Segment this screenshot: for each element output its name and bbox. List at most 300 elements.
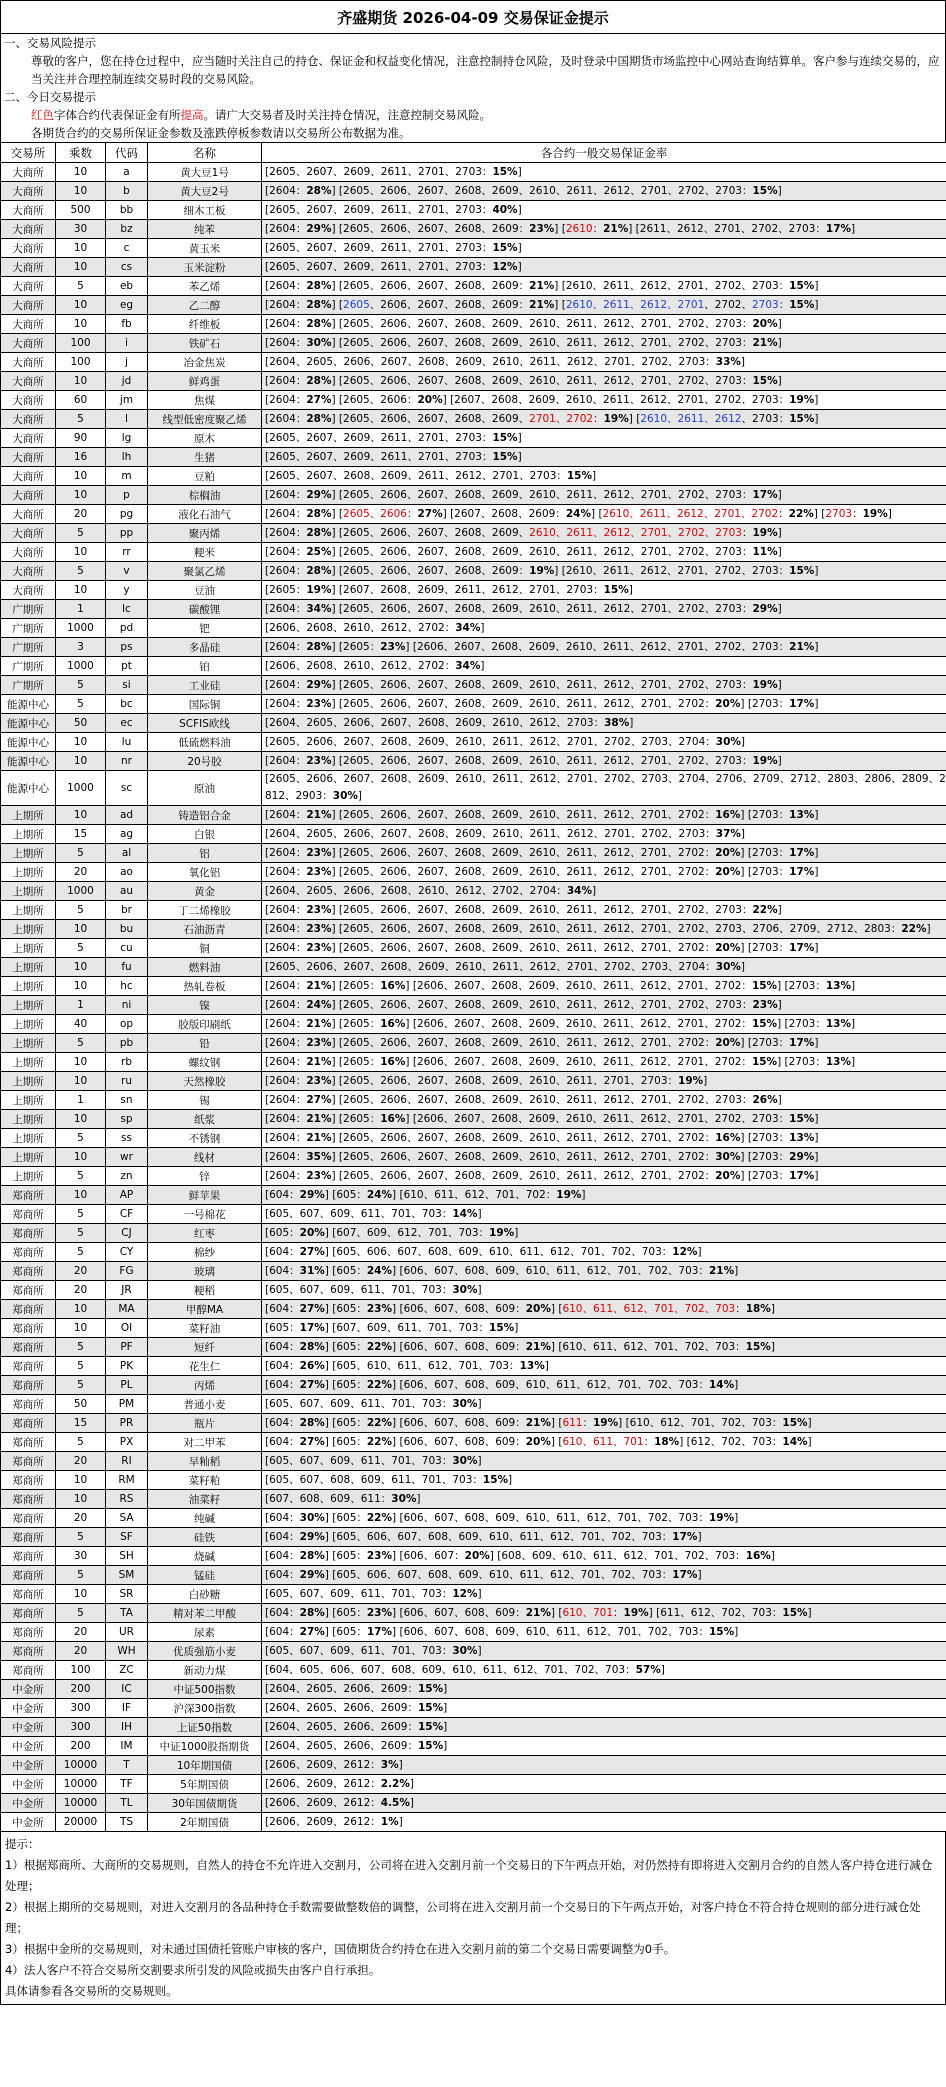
- margin-group: [332, 1322, 518, 1334]
- margin-rate-cell: [262, 1794, 946, 1813]
- contract-months: ]: [814, 1169, 819, 1182]
- margin-rate-value: 34%: [455, 659, 481, 672]
- table-row: [1, 844, 946, 863]
- code-cell: bu: [106, 920, 148, 939]
- margin-rate-cell: [262, 752, 946, 771]
- contract-months: ：: [582, 1416, 593, 1429]
- margin-group: [785, 980, 856, 992]
- exchange-cell: 郑商所: [1, 1566, 56, 1585]
- exchange-cell: 郑商所: [1, 1433, 56, 1452]
- margin-rate-cell: [262, 996, 946, 1015]
- contract-months: [2605、2607、2609、2611、2701、2703：: [265, 165, 493, 178]
- contract-months: [2605、2606、2607、2608、2609、2610、2611、2612、2701、2702、2703、2704：: [265, 960, 716, 973]
- table-row: [1, 958, 946, 977]
- exchange-cell: 上期所: [1, 1015, 56, 1034]
- multiplier-cell: 5: [56, 939, 106, 958]
- multiplier-cell: 5: [56, 1034, 106, 1053]
- exchange-cell: 大商所: [1, 429, 56, 448]
- margin-rate-value: 34%: [566, 884, 593, 897]
- multiplier-cell: 5: [56, 1205, 106, 1224]
- margin-rate-value: 2.2%: [380, 1777, 410, 1790]
- contract-months: [2605、2607、2609、2611、2701、2703：: [265, 241, 493, 254]
- contract-months: ]: [443, 1739, 448, 1752]
- multiplier-cell: 30: [56, 220, 106, 239]
- margin-group: [332, 1303, 396, 1315]
- margin-group: [265, 1018, 336, 1030]
- contract-months: ]: [740, 735, 746, 748]
- code-cell: jd: [106, 372, 148, 391]
- margin-rate-value: 15%: [417, 1701, 444, 1714]
- code-cell: IC: [106, 1680, 148, 1699]
- code-cell: c: [106, 239, 148, 258]
- table-row: [1, 1775, 946, 1794]
- margin-group: [265, 261, 522, 273]
- margin-group: [399, 1626, 738, 1638]
- name-cell: 纯碱: [148, 1509, 262, 1528]
- contract-months: ]: [324, 1226, 329, 1239]
- table-row: [1, 1604, 946, 1623]
- contract-months: ]: [740, 865, 745, 878]
- margin-rate-cell: [262, 619, 946, 638]
- contract-months: [2604、2605、2606、2609：: [265, 1682, 418, 1695]
- margin-rate-value: 29%: [306, 678, 332, 691]
- exchange-cell: 大商所: [1, 277, 56, 296]
- contract-months: ]: [550, 1340, 555, 1353]
- margin-rate-value: 14%: [452, 1207, 478, 1220]
- contract-months: [610、611、612、701、702、703：: [558, 1340, 746, 1353]
- code-cell: b: [106, 182, 148, 201]
- contract-months: [2605、2606、2607、2608、2609、2610、2611、2612、2701、2702、2703：: [338, 545, 753, 558]
- exchange-cell: 大商所: [1, 163, 56, 182]
- margin-group: [265, 1531, 329, 1543]
- table-row: [1, 429, 946, 448]
- margin-rate-value: 19%: [603, 412, 629, 425]
- contract-months: [2605、2606、2607、2608、2609、2610、2611、2612、2701、2702、2703：: [338, 317, 753, 330]
- table-row: [1, 1661, 946, 1680]
- contract-months: ]: [477, 1587, 482, 1600]
- name-cell: 上证50指数: [148, 1718, 262, 1737]
- contract-months: ]: [734, 1378, 739, 1391]
- contract-months: ]: [331, 298, 336, 311]
- multiplier-cell: 5: [56, 277, 106, 296]
- contract-months: ]: [814, 697, 819, 710]
- contract-months: [604：: [265, 1606, 300, 1619]
- name-cell: 普通小麦: [148, 1395, 262, 1414]
- contract-months: [2604：: [265, 678, 307, 691]
- exchange-cell: 上期所: [1, 806, 56, 825]
- margin-group: [265, 660, 484, 672]
- margin-rate-value: 19%: [592, 1416, 619, 1429]
- contract-months: ：: [643, 1435, 655, 1448]
- contract-months: ]: [550, 1435, 555, 1448]
- margin-rate-value: 15%: [417, 1682, 444, 1695]
- margin-rate-value: 57%: [635, 1663, 661, 1676]
- name-cell: 硅铁: [148, 1528, 262, 1547]
- margin-group: [265, 337, 336, 349]
- today-heading: 二、今日交易提示: [4, 90, 96, 104]
- contract-months: 2605、2606: [343, 507, 407, 520]
- contract-months: [2604：: [265, 922, 307, 935]
- margin-group: [339, 1151, 745, 1163]
- contract-months: ]: [331, 488, 336, 501]
- multiplier-cell: 30: [56, 1547, 106, 1566]
- contract-months: [607、609、611、701、703：: [332, 1321, 490, 1334]
- exchange-cell: 上期所: [1, 958, 56, 977]
- exchange-cell: 大商所: [1, 182, 56, 201]
- margin-group: [339, 584, 633, 596]
- margin-rate-cell: [262, 1623, 946, 1642]
- margin-rate-value: 22%: [366, 1416, 393, 1429]
- table-row: [1, 1737, 946, 1756]
- margin-rate-cell: [262, 1224, 946, 1243]
- margin-group: [265, 1284, 482, 1296]
- contract-months: ]: [324, 1264, 329, 1277]
- margin-rate-value: 15%: [417, 1720, 444, 1733]
- margin-group: [265, 527, 336, 539]
- margin-rate-value: 21%: [525, 1606, 551, 1619]
- code-cell: wr: [106, 1148, 148, 1167]
- margin-group: [265, 1493, 421, 1505]
- contract-months: [605：: [265, 1226, 300, 1239]
- contract-months: ]: [777, 903, 782, 916]
- code-cell: UR: [106, 1623, 148, 1642]
- multiplier-cell: 10: [56, 1300, 106, 1319]
- contract-months: [2605、2606、2607、2608、2609、2610、2611、2612、2701、2702、2703：: [338, 602, 753, 615]
- table-row: [1, 1129, 946, 1148]
- margin-rate-value: 15%: [751, 1055, 778, 1068]
- margin-group: [332, 1512, 396, 1524]
- name-cell: 乙二醇: [148, 296, 262, 315]
- header-margin-rate: 各合约一般交易保证金率: [262, 143, 946, 163]
- multiplier-cell: 10: [56, 1148, 106, 1167]
- contract-months: ]: [814, 808, 819, 821]
- multiplier-cell: 1000: [56, 657, 106, 676]
- contract-months: [2604：: [265, 1074, 307, 1087]
- exchange-cell: 上期所: [1, 996, 56, 1015]
- contract-months: [2604、2605、2606、2607、2608、2609、2610、2612、2703：: [265, 716, 605, 729]
- margin-rate-value: 4.5%: [380, 1796, 410, 1809]
- margin-rate-value: 22%: [752, 903, 778, 916]
- multiplier-cell: 10: [56, 372, 106, 391]
- exchange-cell: 郑商所: [1, 1186, 56, 1205]
- margin-rate-value: 20%: [752, 317, 778, 330]
- contract-months: ]: [514, 1226, 519, 1239]
- margin-rate-cell: [262, 277, 946, 296]
- contract-months: ]: [442, 393, 447, 406]
- code-cell: PM: [106, 1395, 148, 1414]
- margin-group: [265, 356, 745, 368]
- contract-months: ]: [679, 1435, 684, 1448]
- contract-months: [2604：: [265, 488, 307, 501]
- margin-group: [265, 1455, 482, 1467]
- margin-rate-value: 12%: [492, 260, 518, 273]
- contract-months: [2604：: [265, 1093, 307, 1106]
- exchange-cell: 上期所: [1, 1091, 56, 1110]
- margin-rate-cell: [262, 1110, 946, 1129]
- margin-group: [265, 1797, 414, 1809]
- margin-rate-value: 30%: [452, 1644, 478, 1657]
- margin-group: [636, 223, 855, 235]
- name-cell: 不锈钢: [148, 1129, 262, 1148]
- code-cell: al: [106, 844, 148, 863]
- multiplier-cell: 100: [56, 334, 106, 353]
- table-row: [1, 939, 946, 958]
- margin-group: [265, 961, 745, 973]
- code-cell: TS: [106, 1813, 148, 1832]
- name-cell: 豆油: [148, 581, 262, 600]
- margin-rate-cell: [262, 1205, 946, 1224]
- code-cell: PF: [106, 1338, 148, 1357]
- margin-rate-value: 21%: [603, 222, 629, 235]
- multiplier-cell: 20: [56, 1452, 106, 1471]
- contract-months: [605：: [265, 1321, 300, 1334]
- code-cell: ni: [106, 996, 148, 1015]
- multiplier-cell: 10000: [56, 1794, 106, 1813]
- margin-group: [339, 527, 782, 539]
- contract-months: ]: [331, 583, 336, 596]
- margin-rate-value: 23%: [306, 754, 332, 767]
- table-row: [1, 1072, 946, 1091]
- multiplier-cell: 15: [56, 1414, 106, 1433]
- margin-group: [821, 508, 892, 520]
- margin-rate-value: 27%: [299, 1435, 325, 1448]
- margin-rate-value: 19%: [752, 678, 778, 691]
- table-row: [1, 543, 946, 562]
- contract-months: [2604：: [265, 602, 307, 615]
- margin-rate-value: 20%: [417, 393, 443, 406]
- multiplier-cell: 5: [56, 1129, 106, 1148]
- name-cell: 纯苯: [148, 220, 262, 239]
- margin-rate-cell: [262, 733, 946, 752]
- table-row: [1, 239, 946, 258]
- table-row: [1, 714, 946, 733]
- margin-rate-value: 21%: [306, 1112, 332, 1125]
- exchange-cell: 郑商所: [1, 1414, 56, 1433]
- code-cell: MA: [106, 1300, 148, 1319]
- margin-rate-cell: [262, 638, 946, 657]
- multiplier-cell: 10: [56, 1110, 106, 1129]
- name-cell: 鲜鸡蛋: [148, 372, 262, 391]
- contract-months: ]: [629, 716, 634, 729]
- margin-group: [265, 866, 336, 878]
- table-row: [1, 163, 946, 182]
- contract-months: ]: [777, 1093, 782, 1106]
- margin-rate-cell: [262, 1642, 946, 1661]
- contract-months: ]: [477, 1454, 482, 1467]
- contract-months: [2605、2606、2607、2608、2609、2610、2611、2612、2701、2702：: [338, 808, 716, 821]
- contract-months: ]: [544, 1359, 549, 1372]
- multiplier-cell: 10: [56, 977, 106, 996]
- contract-months: ]: [777, 754, 782, 767]
- margin-group: [332, 1246, 701, 1258]
- contract-months: [2606、2608、2610、2612、2702：: [265, 659, 456, 672]
- exchange-cell: 郑商所: [1, 1376, 56, 1395]
- margin-rate-value: 30%: [306, 336, 332, 349]
- contract-months: ]: [331, 602, 336, 615]
- margin-rate-value: 19%: [678, 1074, 704, 1087]
- margin-group: [265, 717, 633, 729]
- tip-item: 具体请参看各交易所的交易规则。: [5, 1984, 178, 1998]
- contract-months: ]: [814, 564, 819, 577]
- multiplier-cell: 100: [56, 1661, 106, 1680]
- margin-rate-value: 15%: [745, 1340, 771, 1353]
- contract-months: [2604：: [265, 279, 307, 292]
- name-cell: 红枣: [148, 1224, 262, 1243]
- table-row: [1, 1186, 946, 1205]
- table-row: [1, 1699, 946, 1718]
- name-cell: 钯: [148, 619, 262, 638]
- name-cell: 线材: [148, 1148, 262, 1167]
- margin-rate-value: 19%: [306, 583, 332, 596]
- contract-months: [2605：: [338, 1055, 381, 1068]
- multiplier-cell: 10: [56, 752, 106, 771]
- contract-months: ]: [405, 1055, 410, 1068]
- contract-months: ]: [357, 790, 363, 802]
- margin-rate-value: 21%: [525, 1416, 551, 1429]
- margin-rate-cell: [262, 1357, 946, 1376]
- contract-months: [604：: [265, 1416, 300, 1429]
- contract-months: ]: [331, 922, 336, 935]
- table-row: [1, 752, 946, 771]
- exchange-cell: 能源中心: [1, 695, 56, 714]
- margin-rate-value: 29%: [752, 602, 778, 615]
- contract-months: [2604：: [265, 545, 307, 558]
- contract-months: ]: [331, 640, 336, 653]
- margin-group: [265, 318, 336, 330]
- contract-months: ]: [807, 1606, 812, 1619]
- margin-rate-value: 38%: [604, 716, 630, 729]
- name-cell: 2年期国债: [148, 1813, 262, 1832]
- highlight-rest-text: 。请广大交易者及时关注持仓情况，注意控制交易风险。: [203, 108, 491, 122]
- contract-months: ]: [814, 279, 819, 292]
- margin-group: [450, 394, 818, 406]
- contract-months: [2604：: [265, 998, 307, 1011]
- margin-group: [339, 809, 745, 821]
- code-cell: i: [106, 334, 148, 353]
- margin-rate-value: 17%: [789, 697, 815, 710]
- contract-months: ]: [331, 1055, 336, 1068]
- margin-rate-cell: [262, 391, 946, 410]
- code-cell: lh: [106, 448, 148, 467]
- multiplier-cell: 20: [56, 1642, 106, 1661]
- table-row: [1, 977, 946, 996]
- contract-months: ]: [554, 564, 559, 577]
- margin-group: [265, 1113, 336, 1125]
- name-cell: 原木: [148, 429, 262, 448]
- contract-months: [606、607、608、609：: [399, 1435, 526, 1448]
- name-cell: 生猪: [148, 448, 262, 467]
- margin-group: [265, 375, 336, 387]
- contract-months: ]: [416, 1492, 421, 1505]
- contract-months: [2605、2606、2607、2608、2609、2610、2611、2612、2701、2702、2703：: [338, 903, 753, 916]
- margin-rate-cell: [262, 1091, 946, 1110]
- table-row: [1, 182, 946, 201]
- name-cell: 瓶片: [148, 1414, 262, 1433]
- contract-months: [2604、2605、2606、2607、2608、2609、2610、2611、2612、2701、2702、2703：: [265, 827, 716, 840]
- margin-rate-value: 31%: [299, 1264, 325, 1277]
- exchange-cell: 能源中心: [1, 733, 56, 752]
- table-row: [1, 1034, 946, 1053]
- exchange-cell: 广期所: [1, 619, 56, 638]
- margin-rate-value: 28%: [306, 374, 332, 387]
- table-row: [1, 1414, 946, 1433]
- contract-months: [605：: [332, 1549, 367, 1562]
- margin-group: [265, 1626, 329, 1638]
- margin-rate-cell: [262, 863, 946, 882]
- table-row: [1, 1300, 946, 1319]
- margin-group: [748, 809, 819, 821]
- name-cell: 短纤: [148, 1338, 262, 1357]
- contract-months: ]: [618, 1416, 623, 1429]
- margin-rate-value: 28%: [306, 184, 332, 197]
- margin-group: [265, 1702, 447, 1714]
- margin-group: [339, 847, 745, 859]
- margin-group: [558, 1436, 683, 1448]
- exchange-cell: 大商所: [1, 220, 56, 239]
- exchange-cell: 郑商所: [1, 1262, 56, 1281]
- margin-rate-value: 19%: [529, 564, 555, 577]
- contract-months: ]: [550, 1302, 555, 1315]
- contract-months: ]: [550, 1416, 555, 1429]
- margin-rate-value: 28%: [306, 412, 332, 425]
- margin-rate-value: 15%: [789, 412, 815, 425]
- margin-rate-cell: [262, 714, 946, 733]
- contract-months: ]: [592, 469, 597, 482]
- contract-months: [604：: [265, 1340, 300, 1353]
- contract-months: ]: [814, 393, 819, 406]
- table-row: [1, 996, 946, 1015]
- margin-rate-value: 23%: [306, 1036, 332, 1049]
- margin-group: [636, 413, 818, 425]
- margin-rate-value: 23%: [752, 998, 778, 1011]
- margin-rate-value: 28%: [299, 1340, 325, 1353]
- contract-months: ]: [489, 1549, 494, 1562]
- contract-months: ]: [331, 941, 336, 954]
- margin-rate-cell: [262, 958, 946, 977]
- name-cell: 铅: [148, 1034, 262, 1053]
- contract-months: ]: [740, 846, 745, 859]
- multiplier-cell: 5: [56, 410, 106, 429]
- contract-months: [2703：: [784, 1055, 826, 1068]
- table-row: [1, 1718, 946, 1737]
- margin-group: [265, 1056, 336, 1068]
- contract-months: [606、607、608、609、610、611、612、701、702、703：: [399, 1264, 709, 1277]
- name-cell: 铂: [148, 657, 262, 676]
- contract-months: ：: [592, 222, 604, 235]
- contract-months: [604：: [265, 1245, 300, 1258]
- name-cell: 低硫燃料油: [148, 733, 262, 752]
- code-cell: PK: [106, 1357, 148, 1376]
- contract-months: ]: [590, 507, 596, 520]
- table-row: [1, 733, 946, 752]
- contract-months: ]: [324, 1302, 329, 1315]
- name-cell: 花生仁: [148, 1357, 262, 1376]
- table-row: [1, 1794, 946, 1813]
- contract-months: [2605、2606：: [338, 393, 418, 406]
- code-cell: eg: [106, 296, 148, 315]
- table-row: [1, 562, 946, 581]
- margin-rate-value: 15%: [492, 450, 518, 463]
- table-row: [1, 695, 946, 714]
- contract-months: ]: [740, 808, 745, 821]
- contract-months: [2605、2607、2608、2609、2611、2612、2701、2703：: [265, 469, 567, 482]
- contract-months: [: [561, 222, 566, 235]
- margin-group: [562, 223, 633, 235]
- margin-group: [399, 1303, 555, 1315]
- contract-months: ]: [581, 1188, 586, 1201]
- name-cell: 对二甲苯: [148, 1433, 262, 1452]
- contract-months: ]: [740, 355, 746, 368]
